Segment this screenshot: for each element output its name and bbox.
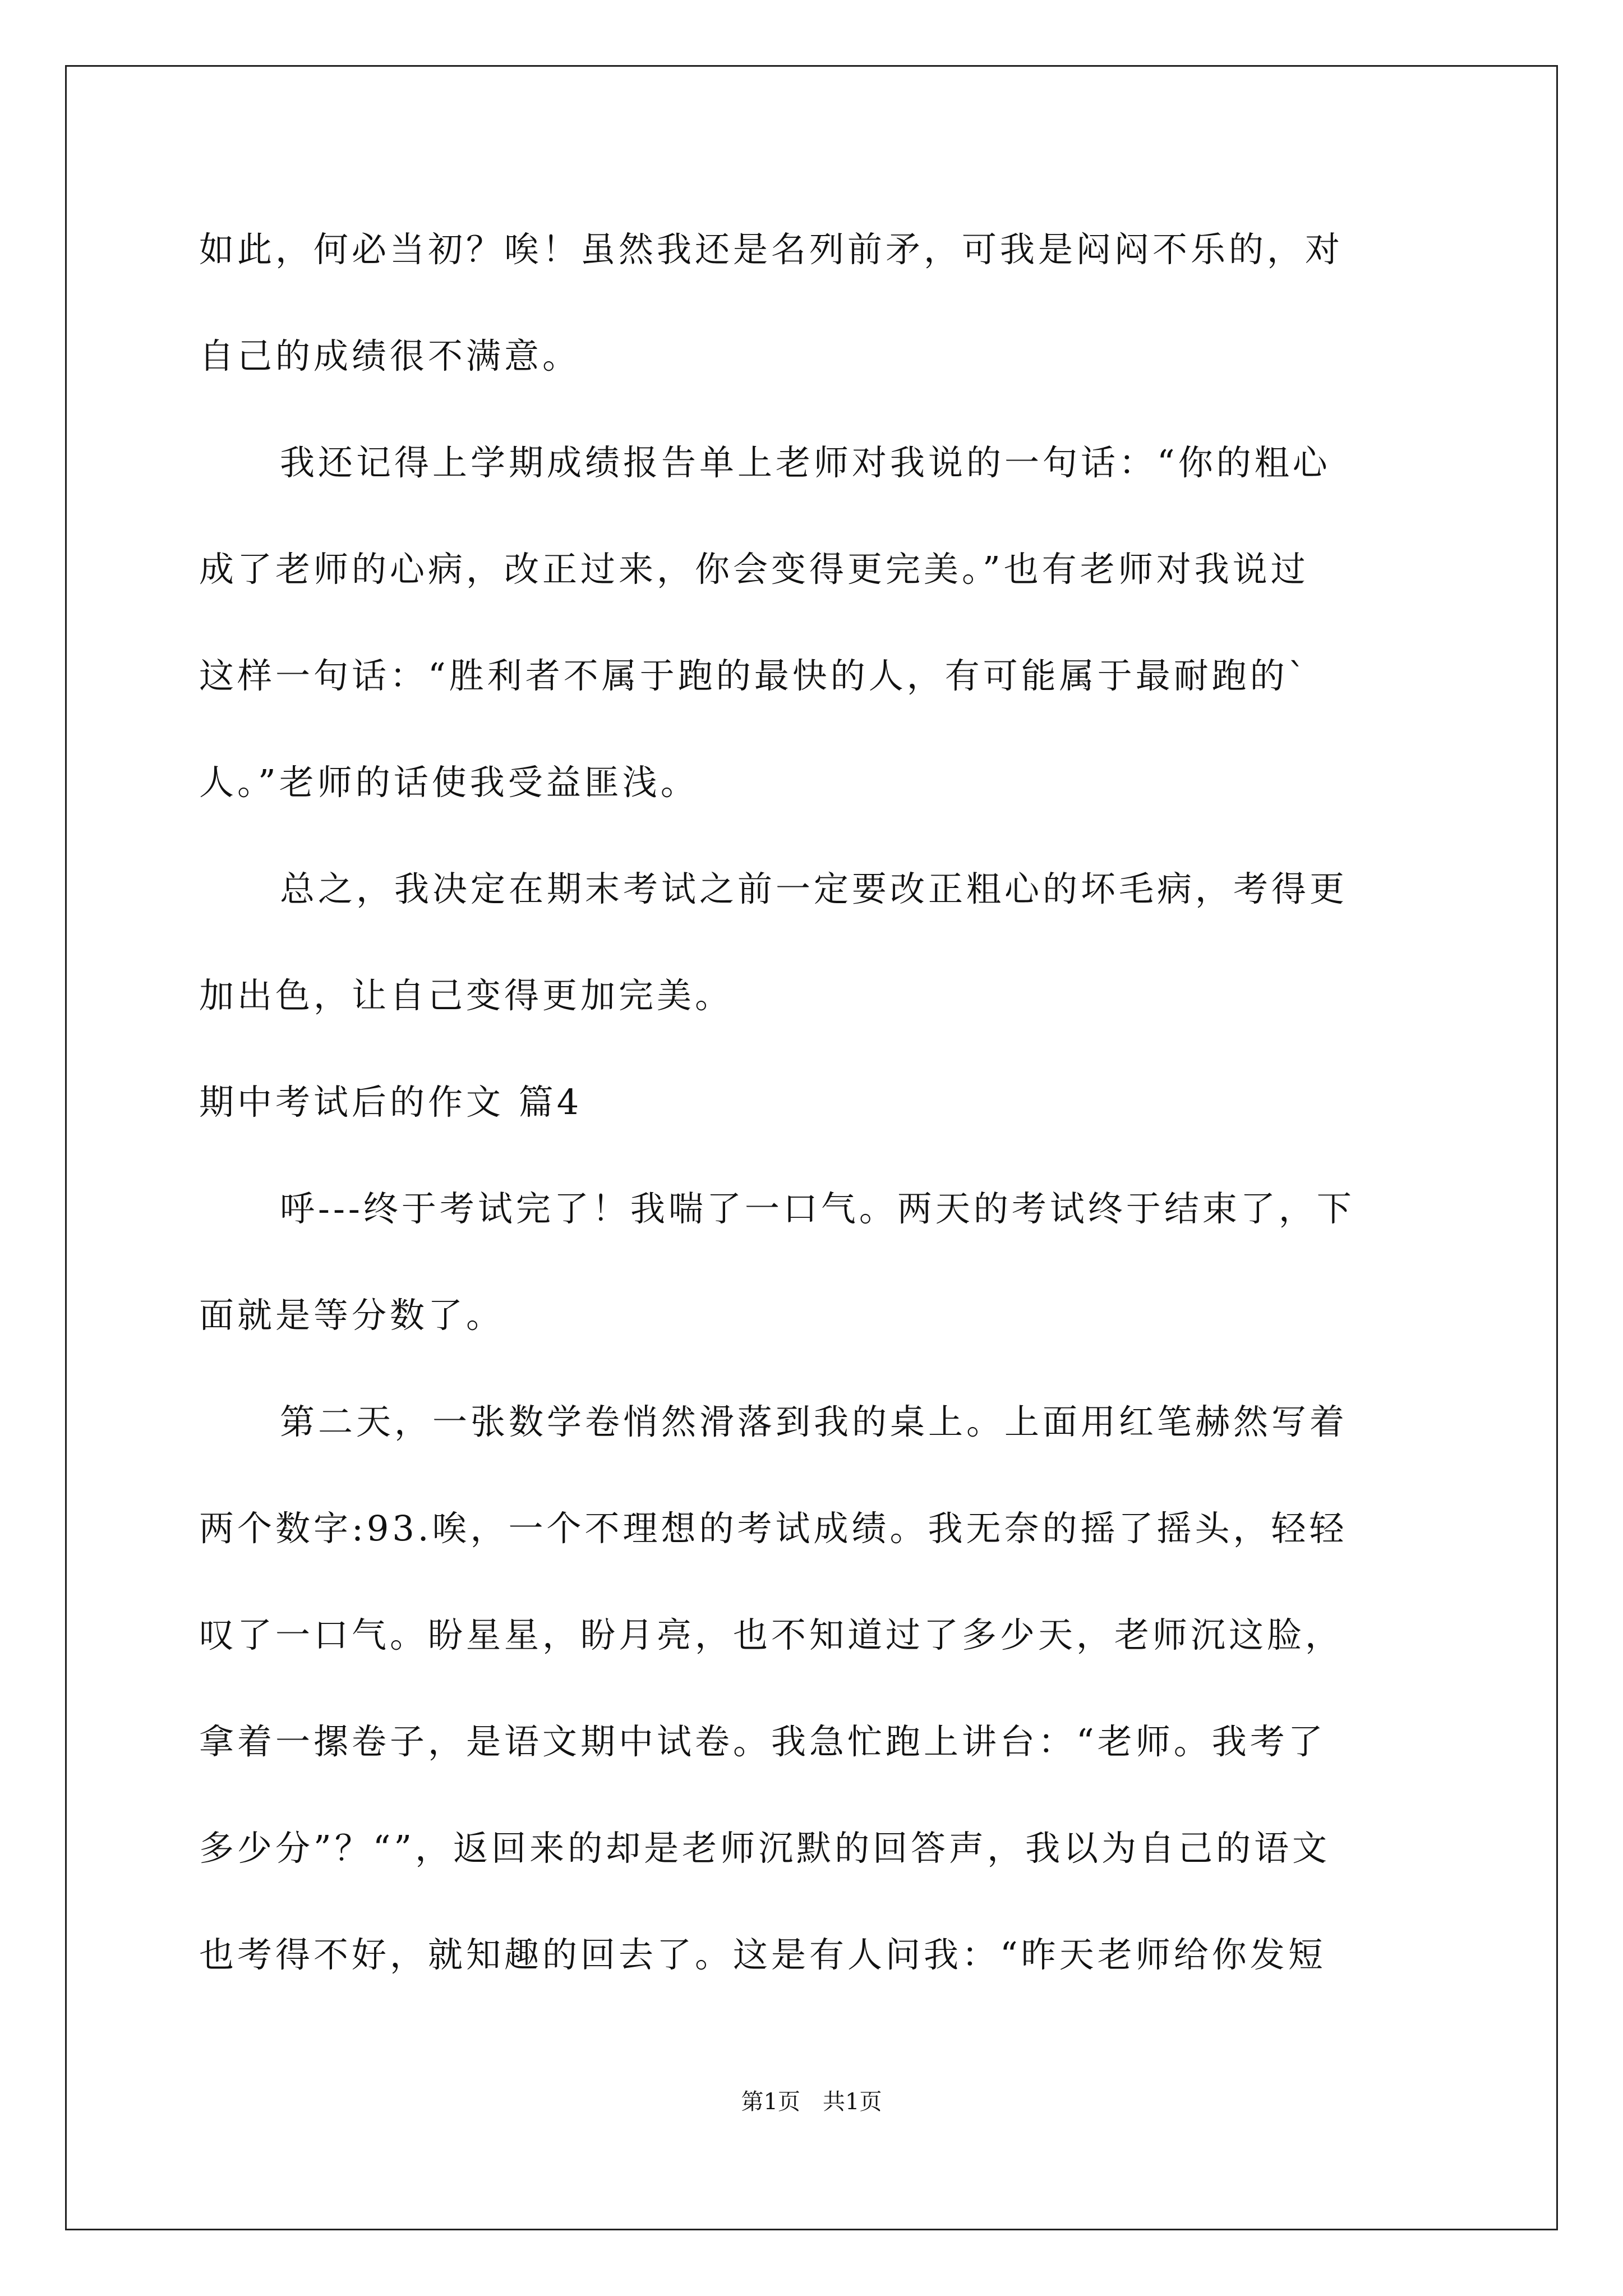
paragraph-start-line: 呼---终于考试完了！我喘了一口气。两天的考试终于结束了，下 [280, 1188, 1355, 1229]
text-line: 加出色，让自己变得更加完美。 [199, 975, 734, 1016]
text-line: 也考得不好，就知趣的回去了。这是有人问我：“昨天老师给你发短 [199, 1934, 1326, 1975]
page-footer: 第1页 共1页 [741, 2089, 882, 2115]
text-line: 自己的成绩很不满意。 [199, 335, 581, 376]
text-line: 叹了一口气。盼星星，盼月亮，也不知道过了多少天，老师沉这脸， [199, 1614, 1344, 1655]
paragraph-start-line: 第二天，一张数学卷悄然滑落到我的桌上。上面用红笔赫然写着 [280, 1401, 1348, 1442]
text-line: 两个数字:93.唉，一个不理想的考试成绩。我无奈的摇了摇头，轻轻 [199, 1508, 1348, 1549]
text-line: 成了老师的心病，改正过来，你会变得更完美。”也有老师对我说过 [199, 549, 1309, 590]
text-line: 多少分”？“”，返回来的却是老师沉默的回答声，我以为自己的语文 [199, 1828, 1331, 1869]
page-border [65, 65, 1558, 2230]
text-line: 拿着一摞卷子，是语文期中试卷。我急忙跑上讲台：“老师。我考了 [199, 1721, 1326, 1762]
text-line: 如此，何必当初？唉！虽然我还是名列前矛，可我是闷闷不乐的，对 [199, 229, 1344, 270]
paragraph-start-line: 总之，我决定在期末考试之前一定要改正粗心的坏毛病，考得更 [280, 868, 1348, 909]
text-line: 这样一句话：“胜利者不属于跑的最快的人，有可能属于最耐跑的` [199, 655, 1309, 696]
text-line: 面就是等分数了。 [199, 1295, 505, 1336]
section-heading: 期中考试后的作文 篇4 [199, 1082, 583, 1122]
text-line: 人。”老师的话使我受益匪浅。 [199, 762, 699, 803]
paragraph-start-line: 我还记得上学期成绩报告单上老师对我说的一句话：“你的粗心 [280, 442, 1331, 483]
